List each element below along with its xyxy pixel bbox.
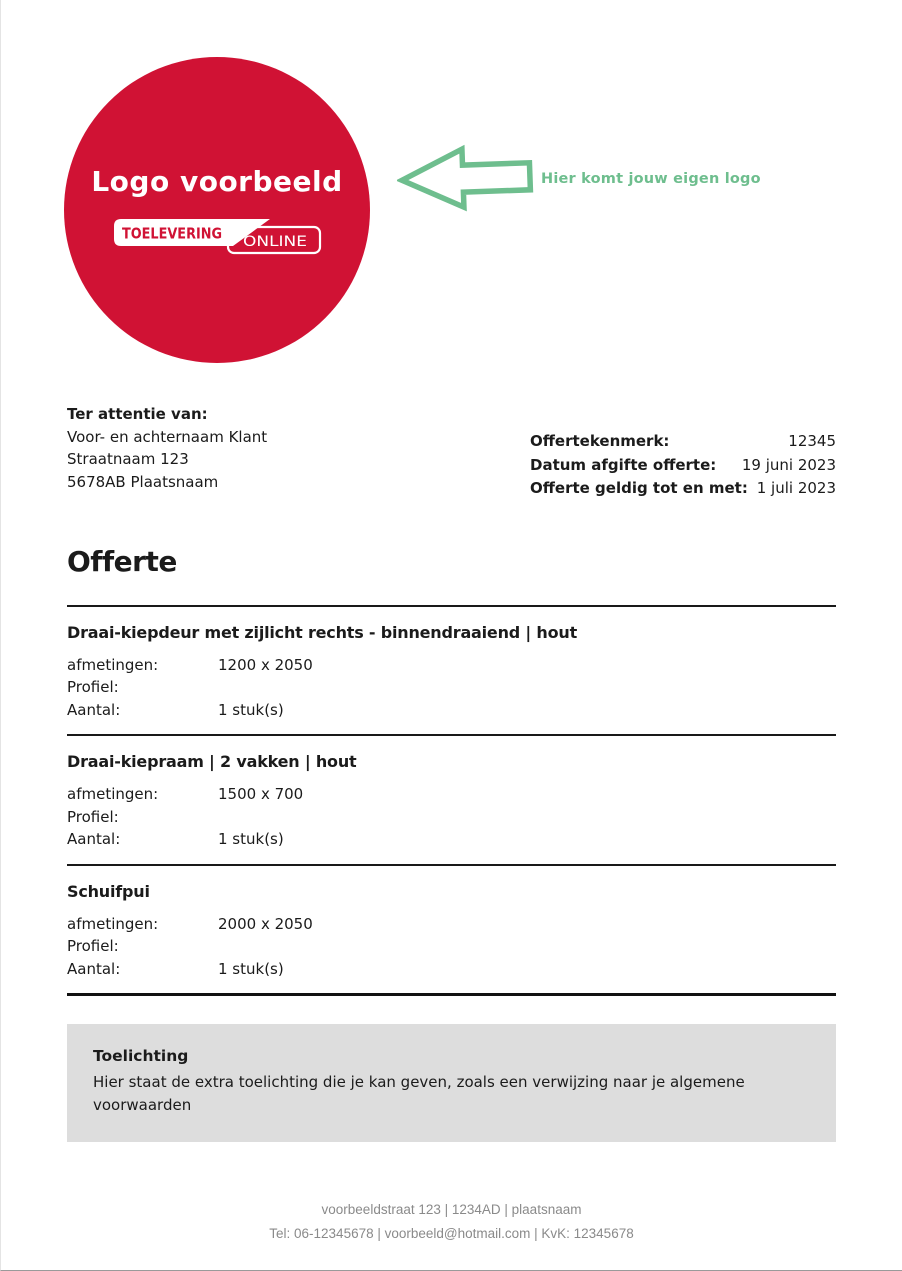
spec-row	[67, 806, 836, 829]
meta-label: Offerte geldig tot en met:	[530, 479, 748, 497]
badge-secondary-text: ONLINE	[243, 234, 307, 250]
spec-label: Aantal:	[67, 830, 121, 848]
recipient-block	[67, 403, 267, 501]
meta-row	[530, 454, 836, 478]
spec-value: 1200 x 2050	[218, 655, 313, 674]
spec-value: 2000 x 2050	[218, 914, 313, 933]
spec-label: Aantal:	[67, 959, 121, 978]
spec-label: afmetingen:	[67, 655, 159, 674]
product-title: Schuifpui	[67, 881, 150, 901]
meta-row	[530, 477, 836, 501]
spec-value: 1500 x 700	[218, 785, 304, 803]
spec-row	[67, 654, 836, 677]
left-arrow-icon	[396, 138, 539, 223]
spec-row	[67, 935, 836, 958]
products-end-divider	[67, 993, 836, 996]
spec-value: 1 stuk(s)	[218, 959, 284, 978]
spec-row	[67, 958, 836, 981]
spec-value: 1 stuk(s)	[218, 700, 284, 719]
product-section	[67, 605, 836, 735]
product-title: Draai-kiepdeur met zijlicht rechts - binnendraaiend | hout	[67, 622, 578, 642]
logo-placeholder-circle	[64, 57, 370, 363]
spec-row	[67, 676, 836, 699]
meta-row	[530, 430, 836, 454]
document-footer	[67, 1198, 836, 1246]
spec-label: Profiel:	[67, 678, 119, 696]
spec-row	[67, 783, 836, 806]
spec-row	[67, 828, 836, 851]
recipient-street: Straatnaam 123	[67, 450, 189, 468]
note-box	[67, 1024, 836, 1142]
meta-value: 19 juni 2023	[741, 455, 836, 474]
logo-annotation-label: Hier komt jouw eigen logo	[541, 171, 761, 187]
logo-title: Logo voorbeeld	[91, 165, 343, 198]
toelevering-online-logo	[112, 217, 324, 257]
logo-zone	[1, 0, 902, 363]
spec-value: 1 stuk(s)	[218, 830, 284, 848]
meta-value: 1 juli 2023	[756, 479, 836, 497]
spec-label: Profiel:	[67, 937, 119, 955]
meta-value: 12345	[788, 432, 836, 450]
meta-label: Offertekenmerk:	[530, 432, 670, 450]
spec-label: afmetingen:	[67, 785, 159, 803]
footer-address-line: voorbeeldstraat 123 | 1234AD | plaatsnaam	[321, 1201, 582, 1217]
recipient-name: Voor- en achternaam Klant	[67, 427, 268, 446]
spec-value	[218, 806, 836, 829]
spec-label: afmetingen:	[67, 914, 159, 933]
offer-meta-block	[530, 430, 836, 501]
product-section	[67, 864, 836, 994]
note-body: Hier staat de extra toelichting die je kan geven, zoals een verwijzing naar je algemene voorwaarden	[93, 1072, 745, 1114]
footer-contact-line: Tel: 06-12345678 | voorbeeld@hotmail.com | KvK: 12345678	[269, 1225, 634, 1241]
spec-label: Aantal:	[67, 700, 121, 719]
badge-primary-text: TOELEVERING	[122, 224, 222, 243]
spec-value	[218, 935, 836, 958]
spec-row	[67, 699, 836, 722]
note-heading: Toelichting	[93, 1047, 189, 1065]
spec-row	[67, 913, 836, 936]
spec-value	[218, 676, 836, 699]
recipient-city: 5678AB Plaatsnaam	[67, 472, 219, 491]
product-title: Draai-kiepraam | 2 vakken | hout	[67, 752, 357, 771]
page-title: Offerte	[67, 544, 177, 578]
meta-label: Datum afgifte offerte:	[530, 455, 717, 474]
recipient-heading: Ter attentie van:	[67, 405, 208, 423]
product-list	[67, 605, 836, 997]
product-section	[67, 734, 836, 864]
spec-label: Profiel:	[67, 807, 119, 826]
parties-row	[67, 403, 836, 501]
